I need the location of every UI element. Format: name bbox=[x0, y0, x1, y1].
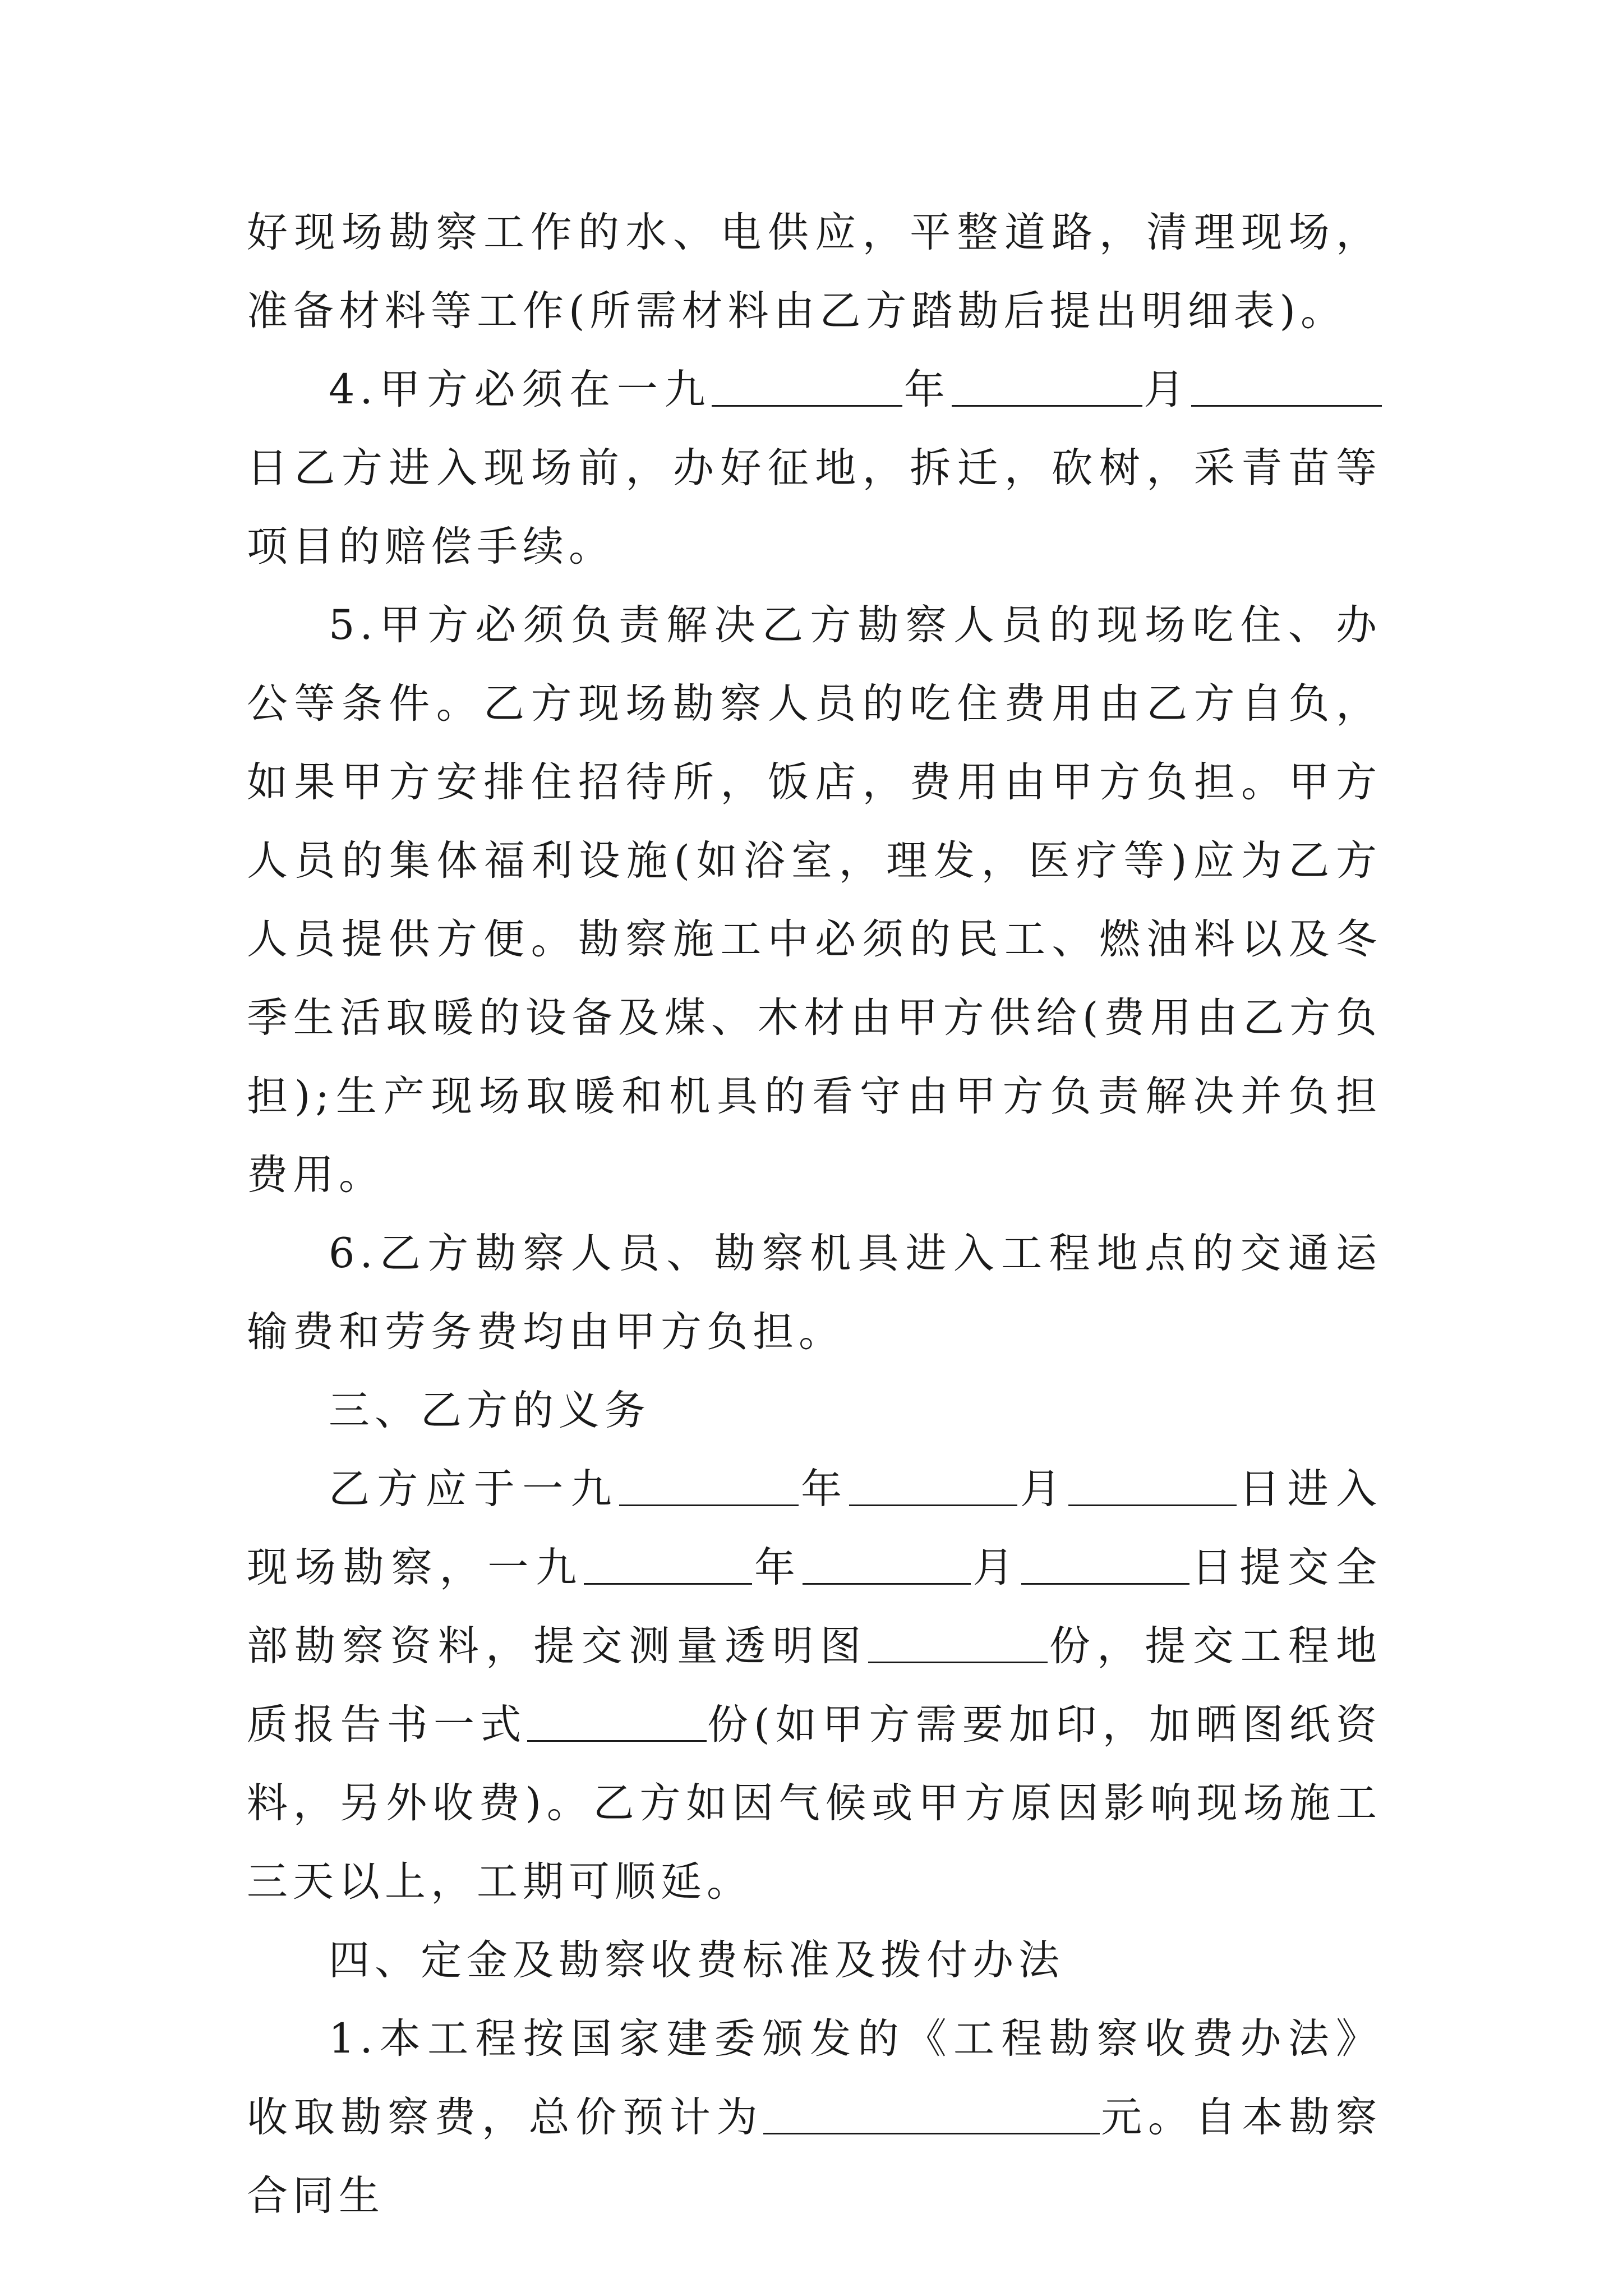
heading-text: 四、定金及勘察收费标准及拨付办法 bbox=[329, 1936, 1064, 1984]
paragraph-text: 5.甲方必须负责解决乙方勘察人员的现场吃住、办公等条件。乙方现场勘察人员的吃住费用由乙方自负，如果甲方安排住招待所，饭店，费用由甲方负担。甲方人员的集体福利设施(如浴室，理发，医疗等)应为乙方人员提供方便。勘察施工中必须的民工、燃油料以及冬季生活取暖的设备及煤、木材由甲方供给(费用由乙方负担);生产现场取暖和机具的看守由甲方负责解决并负担费用。 bbox=[247, 601, 1382, 1199]
blank-field-month bbox=[952, 370, 1142, 407]
paragraph-text: 份(如甲方需要加印，加晒图纸资料，另外收费)。乙方如因气候或甲方原因影响现场施工三天以上，工期可顺延。 bbox=[247, 1701, 1382, 1906]
blank-field-day bbox=[1021, 1548, 1189, 1585]
paragraph-item-5 bbox=[247, 586, 1382, 1214]
paragraph-fee-item-1 bbox=[247, 2000, 1382, 2235]
paragraph-text: 年 bbox=[752, 1544, 803, 1591]
paragraph-text: 月 bbox=[1142, 366, 1191, 413]
paragraph-continued bbox=[247, 194, 1382, 351]
paragraph-text: 年 bbox=[902, 366, 952, 413]
blank-field-copies bbox=[868, 1627, 1048, 1663]
paragraph-text: 月 bbox=[970, 1544, 1021, 1591]
document-body bbox=[247, 194, 1382, 2235]
paragraph-obligations bbox=[247, 1450, 1382, 1921]
blank-field-month bbox=[803, 1548, 971, 1585]
blank-field-year bbox=[619, 1470, 799, 1506]
paragraph-text: 日提交全部勘察资料，提交测量透明图 bbox=[247, 1544, 1382, 1670]
section-heading-3 bbox=[247, 1372, 1382, 1450]
blank-field-year bbox=[712, 370, 902, 407]
blank-field-copies bbox=[527, 1705, 707, 1742]
paragraph-text: 份，提交工程地质报告书一式 bbox=[247, 1622, 1382, 1749]
blank-field-day bbox=[1068, 1470, 1237, 1506]
paragraph-text: 乙方应于一九 bbox=[329, 1465, 619, 1513]
blank-field-year bbox=[584, 1548, 752, 1585]
paragraph-text: 月 bbox=[1017, 1465, 1069, 1513]
paragraph-text: 日进入现场勘察，一九 bbox=[247, 1465, 1382, 1591]
section-heading-4 bbox=[247, 1921, 1382, 2000]
blank-field-day bbox=[1191, 370, 1382, 407]
blank-field-amount bbox=[763, 2098, 1100, 2134]
paragraph-text: 4.甲方必须在一九 bbox=[329, 366, 712, 413]
blank-field-month bbox=[849, 1470, 1017, 1506]
heading-text: 三、乙方的义务 bbox=[329, 1387, 651, 1434]
paragraph-text: 好现场勘察工作的水、电供应，平整道路，清理现场，准备材料等工作(所需材料由乙方踏勘后提出明细表)。 bbox=[247, 209, 1382, 335]
paragraph-text: 6.乙方勘察人员、勘察机具进入工程地点的交通运输费和劳务费均由甲方负担。 bbox=[247, 1230, 1382, 1356]
paragraph-text: 日乙方进入现场前，办好征地，拆迁，砍树，采青苗等项目的赔偿手续。 bbox=[247, 444, 1382, 570]
paragraph-text: 1.本工程按国家建委颁发的《工程勘察收费办法》收取勘察费，总价预计为 bbox=[247, 2015, 1382, 2141]
paragraph-text: 年 bbox=[798, 1465, 850, 1513]
paragraph-item-6 bbox=[247, 1214, 1382, 1372]
paragraph-item-4 bbox=[247, 351, 1382, 586]
paragraph-text: 元。自本勘察合同生 bbox=[247, 2093, 1382, 2220]
